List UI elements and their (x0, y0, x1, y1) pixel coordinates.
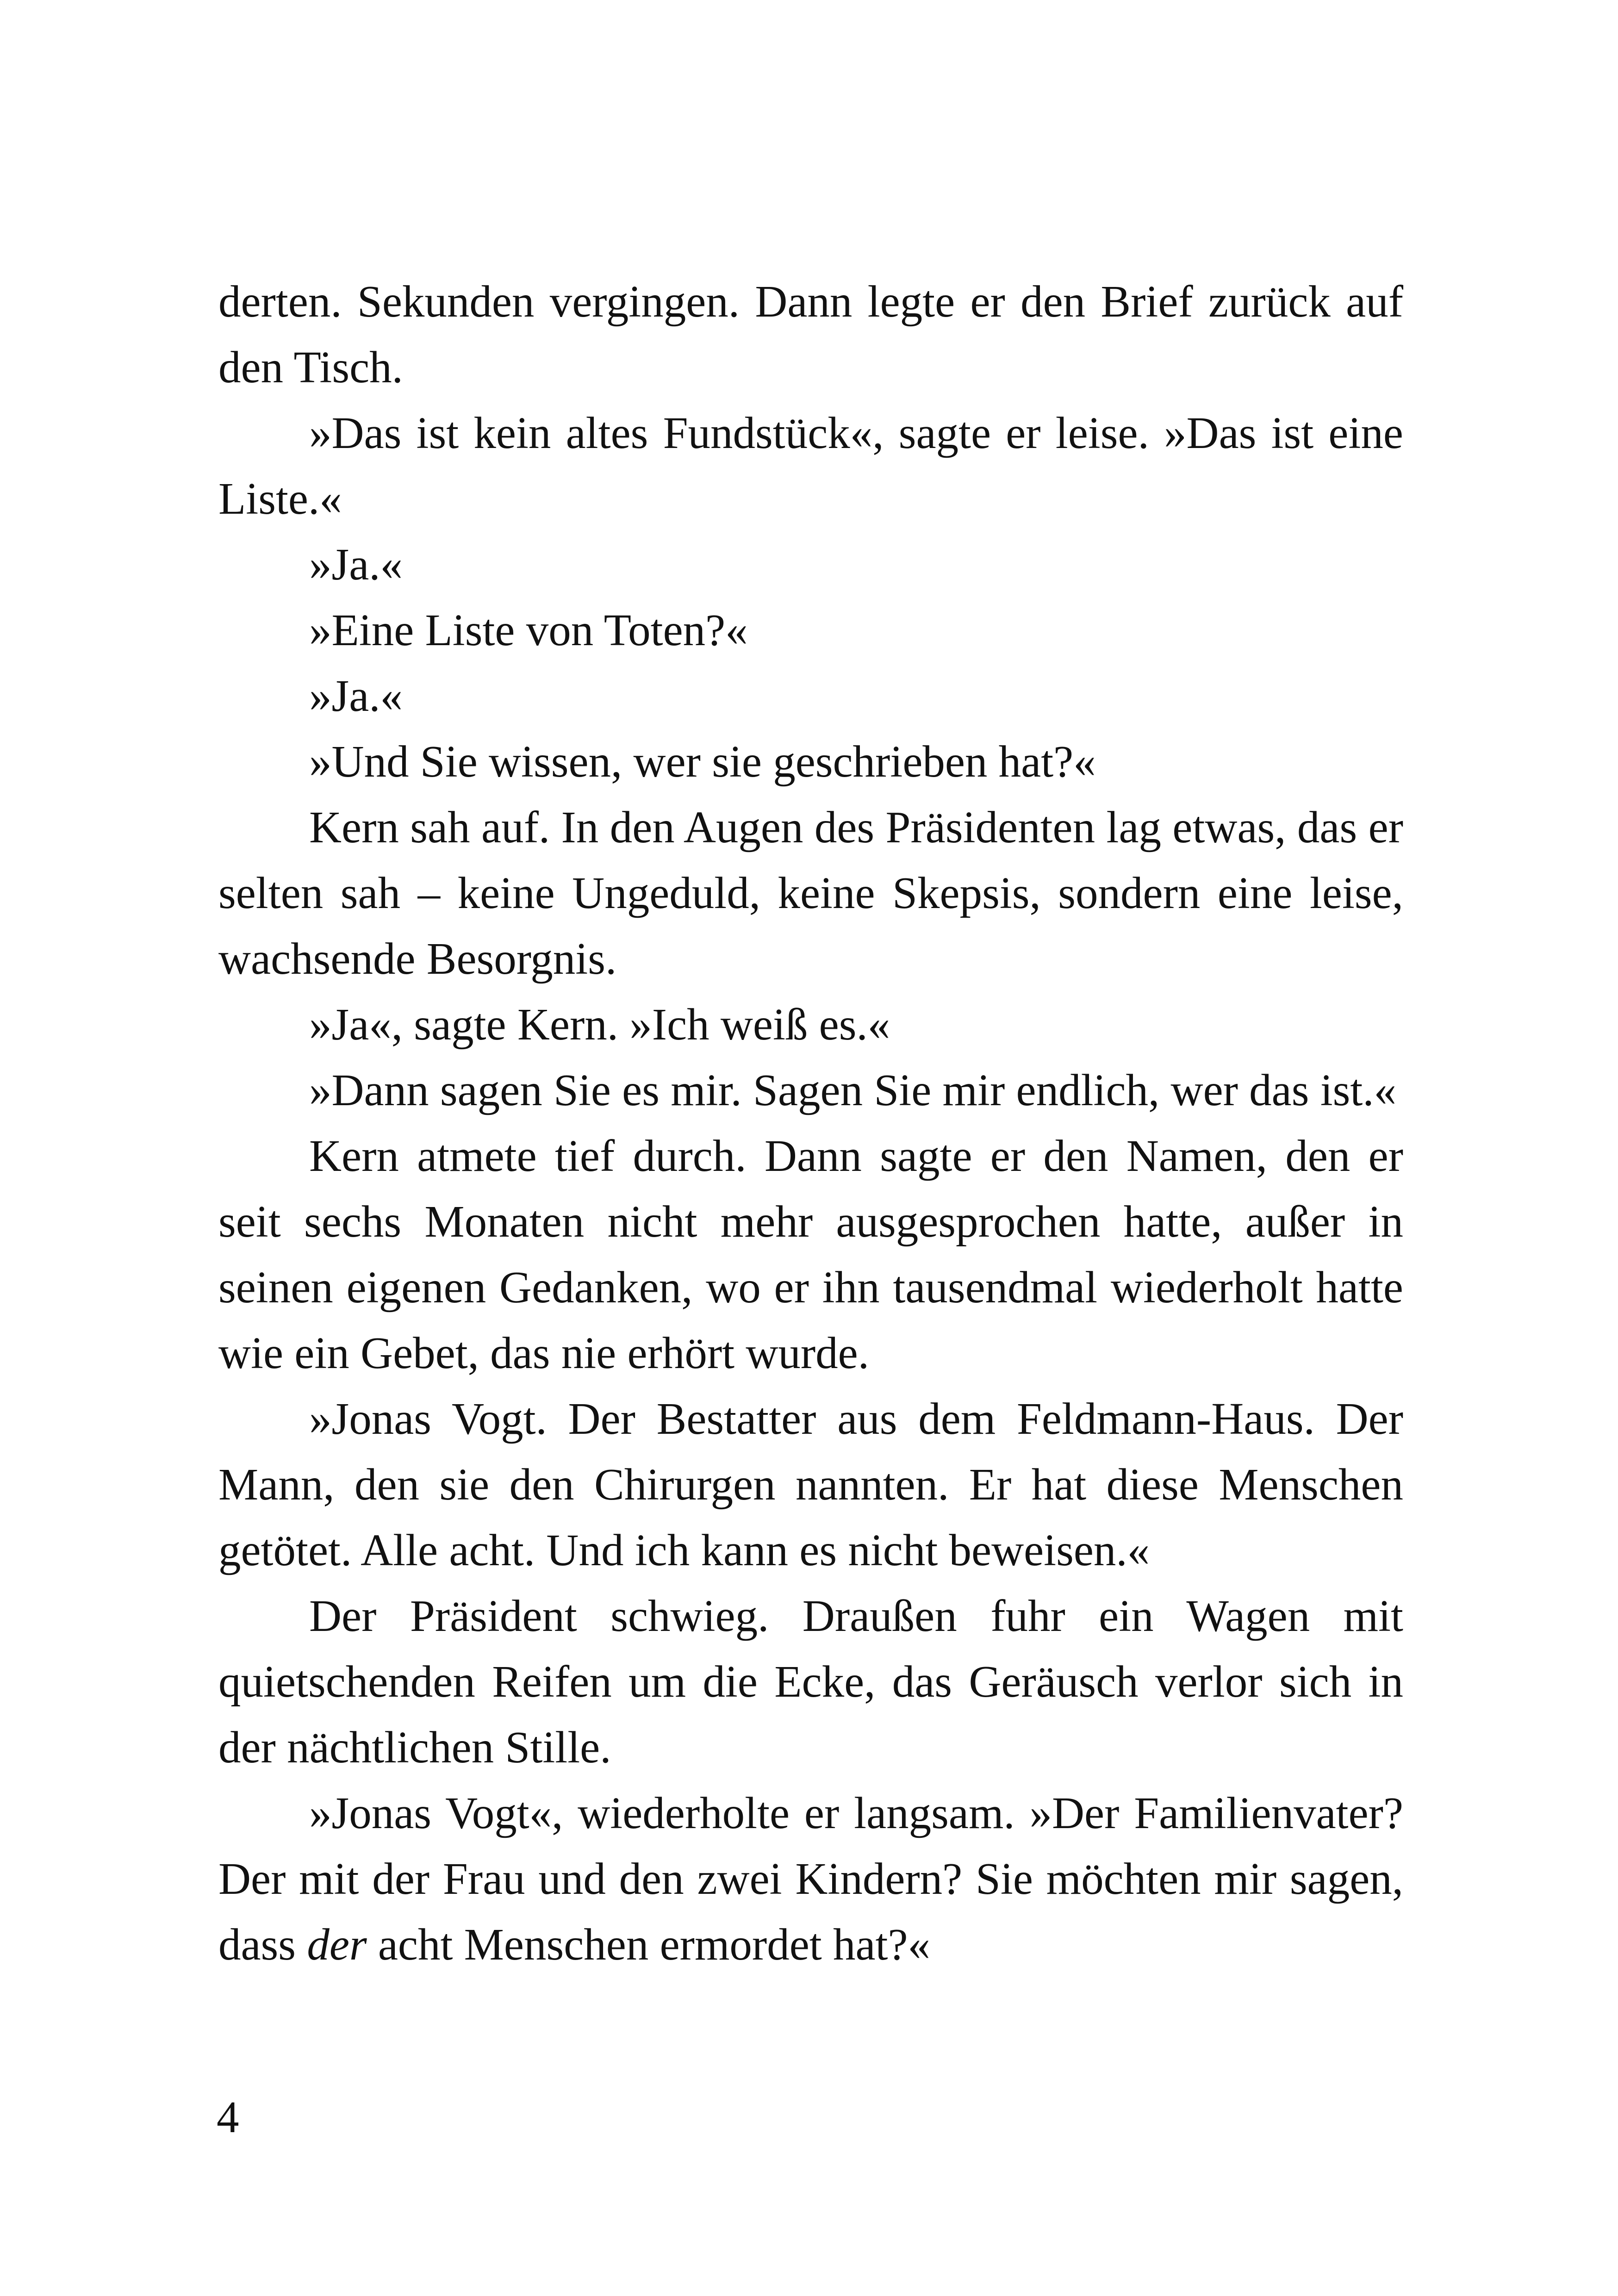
paragraph: Der Präsident schwieg. Draußen fuhr ein Wagen mit quietschenden Reifen um die Ecke, das Geräusch verlor sich in der nächtlichen Stille. (218, 1591, 1403, 1772)
paragraph: »Ja.« (309, 671, 403, 721)
paragraph: »Ja«, sagte Kern. »Ich weiß es.« (309, 1000, 890, 1049)
paragraph: »Eine Liste von Toten?« (309, 605, 748, 655)
paragraph: »Und Sie wissen, wer sie geschrieben hat?« (309, 737, 1096, 786)
paragraph-text-after: acht Menschen ermordet hat?« (367, 1920, 931, 1969)
paragraph: Kern atmete tief durch. Dann sagte er den Namen, den er seit sechs Monaten nicht mehr ausgesprochen hatte, außer in seinen eigenen Gedanken, wo er ihn tausendmal wiederholt hatte wie ein Gebet, das nie erhört wurde. (218, 1131, 1403, 1378)
paragraph: »Dann sagen Sie es mir. Sagen Sie mir endlich, wer das ist.« (309, 1065, 1397, 1115)
paragraph: »Jonas Vogt. Der Bestatter aus dem Feldmann-Haus. Der Mann, den sie den Chirurgen nannten. Er hat diese Menschen getötet. Alle acht. Und ich kann es nicht beweisen.« (218, 1394, 1403, 1575)
paragraph: »Das ist kein altes Fundstück«, sagte er leise. »Das ist eine Liste.« (218, 408, 1403, 523)
paragraph: derten. Sekunden vergingen. Dann legte er den Brief zurück auf den Tisch. (218, 277, 1403, 392)
body-text (218, 269, 1403, 1978)
paragraph: »Ja.« (309, 540, 403, 589)
paragraph: Kern sah auf. In den Augen des Präsidenten lag etwas, das er selten sah – keine Ungeduld, keine Skepsis, sondern eine leise, wachsende Besorgnis. (218, 803, 1403, 983)
paragraph-last (218, 1780, 1403, 1978)
page-number: 4 (217, 2092, 239, 2142)
paragraph-text-before: »Jonas Vogt«, wiederholte er langsam. »Der Familienvater? Der mit der Frau und den zwei Kindern? Sie möchten mir sagen, dass (218, 1788, 1403, 1969)
emphasized-word: der (307, 1920, 367, 1969)
